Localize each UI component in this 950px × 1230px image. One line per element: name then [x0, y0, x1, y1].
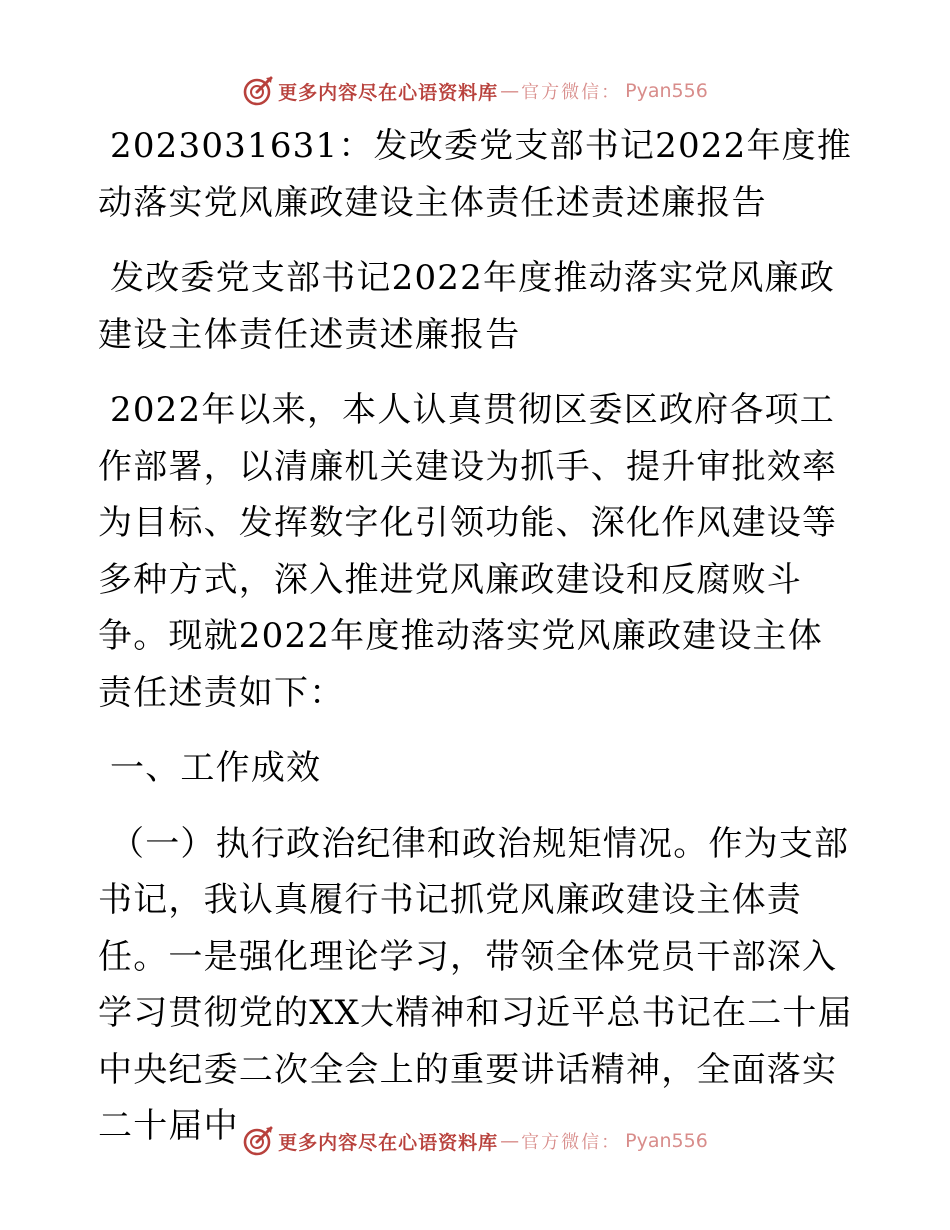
watermark-dash: —: [500, 1130, 520, 1152]
watermark-site-text: 更多内容尽在心语资料库: [278, 1131, 499, 1154]
watermark-dash: —: [500, 80, 520, 102]
brush-logo-icon: [242, 75, 274, 107]
watermark-header: [0, 74, 950, 108]
section-heading: 一、工作成效: [98, 748, 322, 788]
brush-logo-icon: [242, 1125, 274, 1157]
document-title: 2023031631：发改委党支部书记2022年度推动落实党风廉政建设主体责任述责述廉报告: [98, 126, 853, 223]
section-paragraph: （一）执行政治纪律和政治规矩情况。作为支部书记，我认真履行书记抓党风廉政建设主体责任。一是强化理论学习，带领全体党员干部深入学习贯彻党的XX大精神和习近平总书记在二十届中央纪委二次全会上的重要讲话精神，全面落实二十届中: [98, 823, 853, 1146]
watermark-wechat-id: Pyan556: [625, 1130, 708, 1152]
watermark-footer: [0, 1124, 950, 1158]
watermark-wechat-label: 官方微信：: [521, 1132, 622, 1153]
watermark-site-text: 更多内容尽在心语资料库: [278, 81, 499, 104]
watermark-wechat-id: Pyan556: [625, 80, 708, 102]
intro-paragraph: 2022年以来，本人认真贯彻区委区政府各项工作部署，以清廉机关建设为抓手、提升审批效率为目标、发挥数字化引领功能、深化作风建设等多种方式，深入推进党风廉政建设和反腐败斗争。现就2022年度推动落实党风廉政建设主体责任述责如下：: [98, 390, 838, 713]
document-subtitle: 发改委党支部书记2022年度推动落实党风廉政建设主体责任述责述廉报告: [98, 258, 835, 355]
document-body: [98, 118, 858, 1155]
watermark-wechat-label: 官方微信：: [521, 82, 622, 103]
